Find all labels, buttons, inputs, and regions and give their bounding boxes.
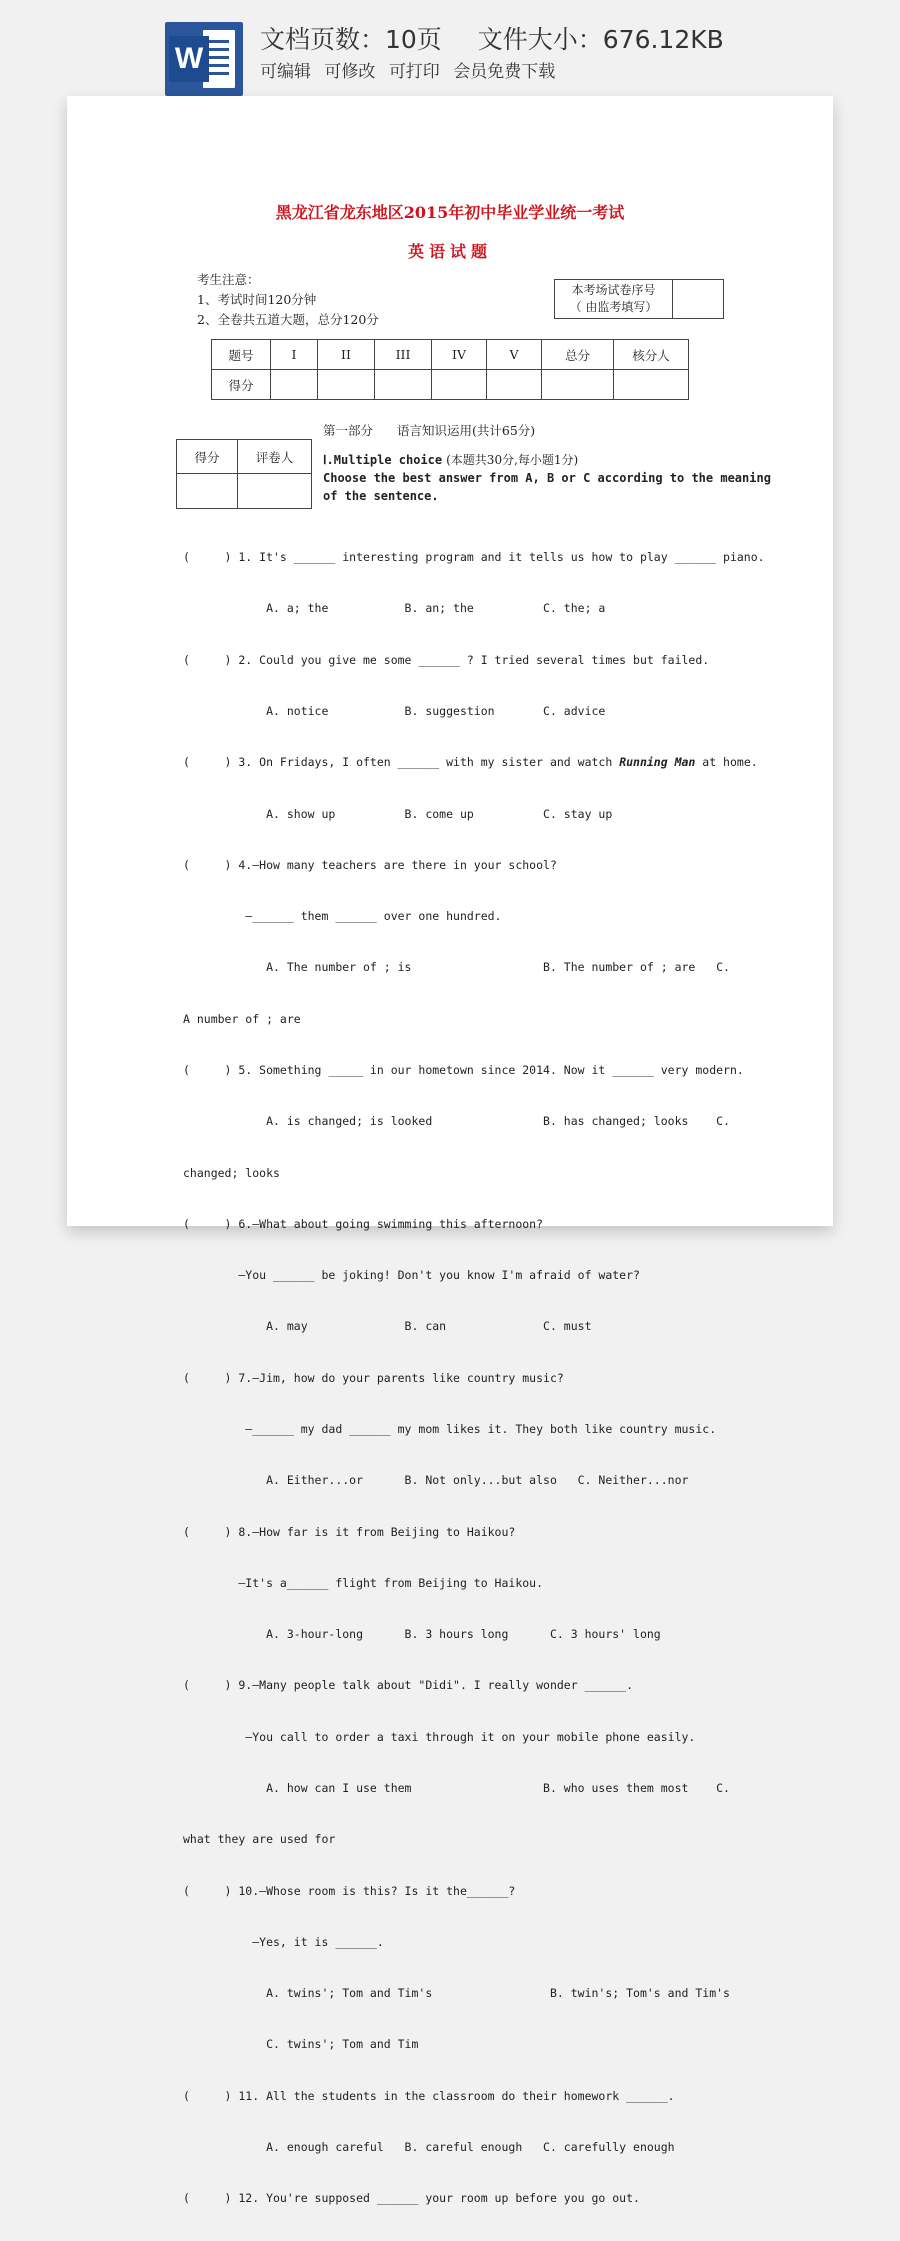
- word-document-icon: [165, 22, 243, 96]
- score-cell: [271, 370, 318, 400]
- score-row-label: 得分: [212, 370, 271, 400]
- answer-options: A. 3-hour-long B. 3 hours long C. 3 hours' long: [183, 1627, 661, 1642]
- answer-options: what they are used for: [183, 1832, 336, 1847]
- question-line: ( ) 10.—Whose room is this? Is it the______?: [183, 1883, 516, 1898]
- question-line: ( ) 9.—Many people talk about "Didi". I really wonder ______.: [183, 1678, 634, 1693]
- notice-heading: 考生注意：: [197, 272, 260, 287]
- score-header: 核分人: [614, 340, 689, 370]
- question-line: ( ) 12. You're supposed ______ your room up before you go out.: [183, 2191, 640, 2206]
- question-line: ( ) 11. All the students in the classroom do their homework ______.: [183, 2088, 675, 2103]
- file-size: 文件大小：676.12KB: [477, 25, 724, 54]
- seat-box-label: 本考场试卷序号: [571, 283, 656, 297]
- section-note: (本题共30分,每小题1分): [446, 453, 579, 467]
- exam-subtitle: 英语试题: [407, 242, 492, 261]
- seat-number-box: [554, 279, 724, 319]
- score-cell: [542, 370, 614, 400]
- italic-title: Running Man: [619, 755, 696, 770]
- question-line: —______ them ______ over one hundred.: [183, 909, 502, 924]
- answer-options: A. may B. can C. must: [183, 1319, 592, 1334]
- score-header: III: [375, 340, 432, 370]
- score-header: IV: [432, 340, 487, 370]
- answer-options: A. show up B. come up C. stay up: [183, 806, 613, 821]
- answer-options: A. is changed; is looked B. has changed; looks C.: [183, 1114, 730, 1129]
- answer-options: A number of ; are: [183, 1011, 301, 1026]
- score-cell: [375, 370, 432, 400]
- feature-free-download: 会员免费下载: [453, 62, 556, 82]
- section-heading: [323, 451, 771, 505]
- feature-printable: 可打印: [388, 62, 440, 82]
- section-title: Ⅰ.Multiple choice: [323, 453, 443, 467]
- answer-options: A. twins'; Tom and Tim's B. twin's; Tom's and Tim's: [183, 1986, 730, 2001]
- grader-name-cell: [238, 474, 312, 509]
- banner-features: [260, 57, 563, 82]
- grader-score-label: 得分: [177, 440, 238, 474]
- question-line: ( ) 7.—Jim, how do your parents like country music?: [183, 1370, 564, 1385]
- score-header: 题号: [212, 340, 271, 370]
- question-line: ( ) 4.—How many teachers are there in your school?: [183, 857, 557, 872]
- part-heading: [323, 421, 555, 439]
- grader-score-cell: [177, 474, 238, 509]
- answer-options: C. twins'; Tom and Tim: [183, 2037, 419, 2052]
- answer-options: changed; looks: [183, 1165, 280, 1180]
- seat-box-note: （ 由监考填写）: [569, 300, 658, 314]
- answer-options: A. The number of ; is B. The number of ; are C.: [183, 960, 730, 975]
- score-cell: [614, 370, 689, 400]
- part-number: 第一部分: [323, 423, 374, 438]
- page-count: 文档页数：10页: [260, 25, 442, 54]
- question-line: —You call to order a taxi through it on your mobile phone easily.: [183, 1729, 696, 1744]
- score-header: I: [271, 340, 318, 370]
- notice-item: 2、全卷共五道大题，总分120分: [197, 312, 379, 327]
- question-line: ( ) 5. Something _____ in our hometown since 2014. Now it ______ very modern.: [183, 1063, 744, 1077]
- section-instruction: Choose the best answer from A, B or C according to the meaning: [323, 471, 771, 485]
- section-instruction: of the sentence.: [323, 489, 439, 503]
- score-table: [211, 339, 689, 400]
- question-list: [183, 515, 803, 2241]
- document-page: [67, 96, 833, 2206]
- feature-modifiable: 可修改: [324, 62, 376, 82]
- score-cell: [487, 370, 542, 400]
- exam-title: 黑龙江省龙东地区2015年初中毕业学业统一考试: [275, 203, 625, 222]
- grader-name-label: 评卷人: [238, 440, 312, 474]
- feature-editable: 可编辑: [260, 62, 311, 82]
- answer-options: A. a; the B. an; the C. the; a: [183, 601, 606, 616]
- question-line: —Yes, it is ______.: [183, 1934, 384, 1949]
- answer-options: A. notice B. suggestion C. advice: [183, 704, 606, 719]
- score-cell: [432, 370, 487, 400]
- question-line: ( ) 1. It's ______ interesting program and it tells us how to play ______ piano.: [183, 550, 765, 565]
- score-header: II: [318, 340, 375, 370]
- answer-options: A. enough careful B. careful enough C. carefully enough: [183, 2139, 675, 2154]
- answer-options: A. how can I use them B. who uses them most C.: [183, 1780, 730, 1795]
- notice-item: 1、考试时间120分钟: [197, 292, 317, 307]
- score-header: V: [487, 340, 542, 370]
- question-line: —You ______ be joking! Don't you know I'm afraid of water?: [183, 1268, 640, 1283]
- exam-notice: [197, 270, 379, 330]
- word-letter: W: [169, 36, 209, 82]
- question-line: [183, 754, 803, 771]
- download-banner: [0, 0, 900, 100]
- question-line: ( ) 8.—How far is it from Beijing to Haikou?: [183, 1524, 516, 1539]
- banner-title: [260, 20, 752, 56]
- question-line: ( ) 6.—What about going swimming this afternoon?: [183, 1216, 544, 1231]
- grader-table: [176, 439, 312, 509]
- score-cell: [318, 370, 375, 400]
- question-text-tail: at home.: [695, 755, 758, 770]
- score-header: 总分: [542, 340, 614, 370]
- question-line: —______ my dad ______ my mom likes it. They both like country music.: [183, 1421, 717, 1436]
- question-line: —It's a______ flight from Beijing to Haikou.: [183, 1575, 544, 1590]
- answer-options: A. Either...or B. Not only...but also C. Neither...nor: [183, 1473, 689, 1488]
- part-title: 语言知识运用(共计65分): [397, 423, 536, 438]
- question-line: ( ) 2. Could you give me some ______ ? I tried several times but failed.: [183, 652, 710, 667]
- question-text: ( ) 3. On Fridays, I often ______ with my sister and watch: [183, 755, 620, 770]
